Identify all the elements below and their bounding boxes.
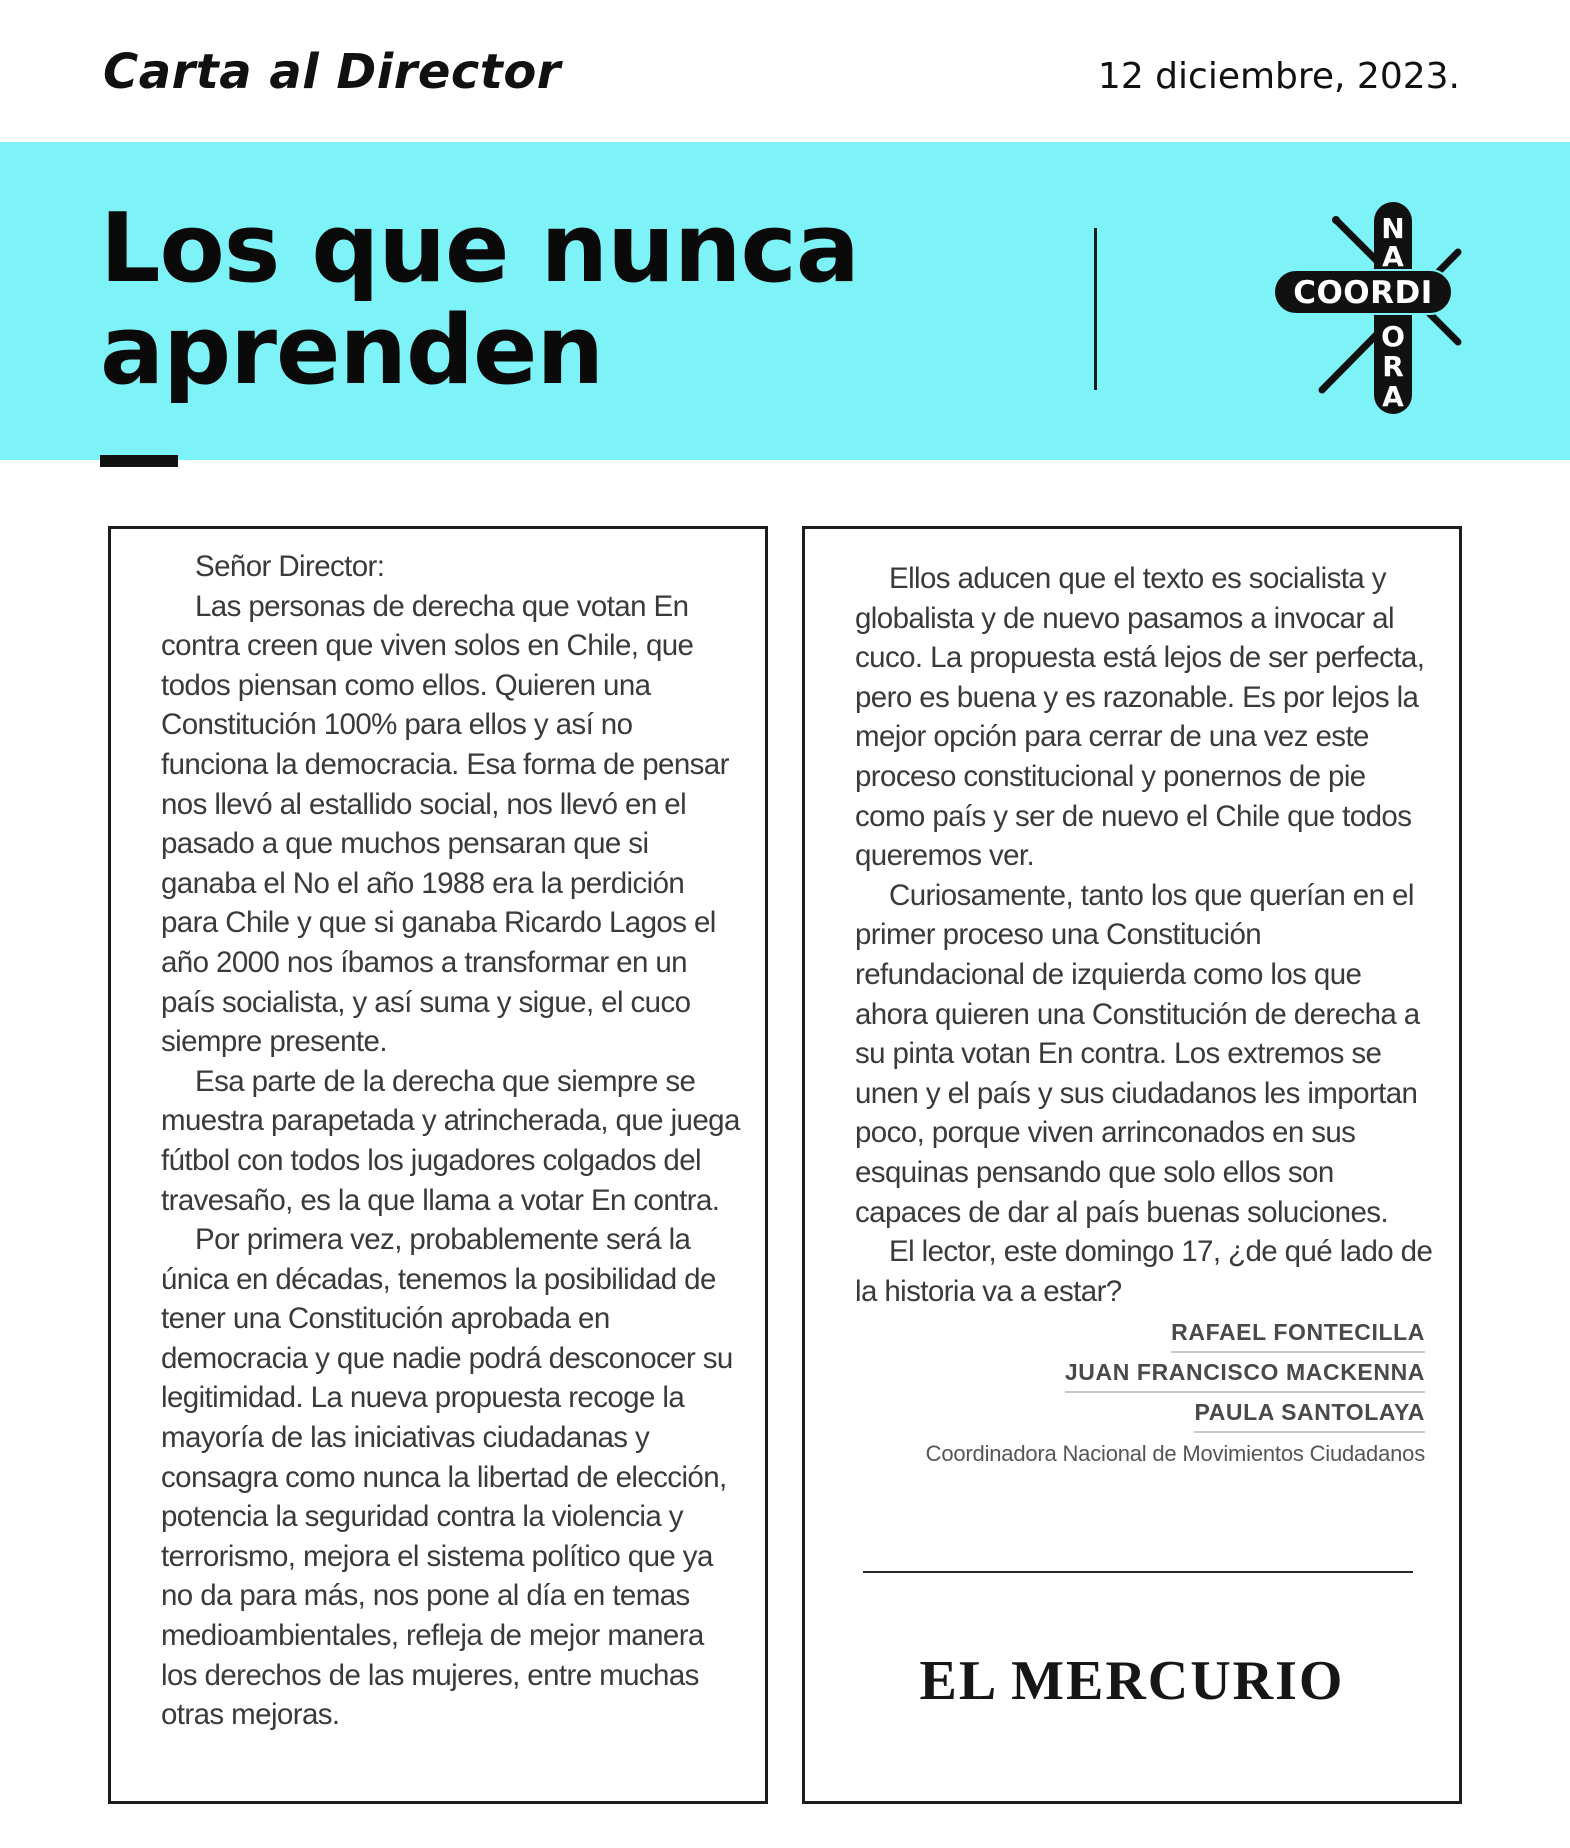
source-divider <box>863 1571 1413 1573</box>
section-title: Carta al Director <box>103 44 561 100</box>
letter-paragraph: Esa parte de la derecha que siempre se muestra parapetada y atrincherada, que juega fútbol con todos los jugadores colgados del travesaño, es la que llama a votar En contra. <box>161 1064 740 1217</box>
signatory-organization: Coordinadora Nacional de Movimientos Ciudadanos <box>925 1441 1425 1466</box>
logo-letter-o: O <box>1381 320 1405 353</box>
logo-horizontal-text: COORDI <box>1293 275 1433 311</box>
letter-body-right <box>855 559 1437 1311</box>
title-underline-dash <box>100 455 178 467</box>
coordinadora-logo <box>1270 200 1470 415</box>
letter-paragraph: Curiosamente, tanto los que querían en el primer proceso una Constitución refundacional de izquierda como los que ahora quieren una Constitución de derecha a su pinta votan En contra. Los extremos se unen y el país y sus ciudadanos les importan poco, porque viven arrinconados en sus esquinas pensando que solo ellos son capaces de dar al país buenas soluciones. <box>855 878 1420 1229</box>
logo-letter-r: R <box>1382 350 1404 383</box>
logo-letter-n: N <box>1381 212 1405 245</box>
letter-paragraph: El lector, este domingo 17, ¿de qué lado de la historia va a estar? <box>855 1235 1433 1308</box>
letter-paragraph: Ellos aducen que el texto es socialista y globalista y de nuevo pasamos a invocar al cuco. La propuesta está lejos de ser perfecta, pero es buena y es razonable. Es por lejos la mejor opción para cerrar de una vez este proceso constitucional y ponernos de pie como país y ser de nuevo el Chile que todos queremos ver. <box>855 562 1425 873</box>
publication-date: 12 diciembre, 2023. <box>1097 56 1460 97</box>
letter-paragraph: Por primera vez, probablemente será la única en décadas, tenemos la posibilidad de tener una Constitución aprobada en democracia y que nadie podrá desconocer su legitimidad. La nueva propuesta recoge la mayoría de las iniciativas ciudadanas y consagra como nunca la libertad de elección, potencia la seguridad contra la violencia y terrorismo, mejora el sistema político que ya no da para más, nos pone al día en temas medioambientales, refleja de mejor manera los derechos de las mujeres, entre muchas otras mejoras. <box>161 1223 733 1732</box>
headline-line-2: aprenden <box>100 296 604 406</box>
newspaper-name: EL MERCURIO <box>919 1650 1345 1712</box>
signature-block <box>865 1313 1425 1467</box>
signatory-name: PAULA SANTOLAYA <box>1194 1393 1425 1433</box>
logo-letter-a-bottom: A <box>1382 380 1404 413</box>
letter-paragraph: Las personas de derecha que votan En contra creen que viven solos en Chile, que todos piensan como ellos. Quieren una Constitución 100% para ellos y así no funciona la democracia. Esa forma de pensar nos llevó al estallido social, nos llevó en el pasado a que muchos pensaran que si ganaba el No el año 1988 era la perdición para Chile y que si ganaba Ricardo Lagos el año 2000 nos íbamos a transformar en un país socialista, y así suma y sigue, el cuco siempre presente. <box>161 589 729 1059</box>
logo-letter-a: A <box>1382 240 1404 273</box>
headline <box>100 194 1000 406</box>
letter-column-right <box>802 526 1462 1804</box>
top-bar <box>0 0 1570 142</box>
signatory-name: RAFAEL FONTECILLA <box>1171 1313 1425 1353</box>
letter-body-left <box>161 547 743 1735</box>
letter-column-left <box>108 526 768 1804</box>
banner-divider <box>1094 228 1097 390</box>
signatory-name: JUAN FRANCISCO MACKENNA <box>1065 1353 1425 1393</box>
letter-salutation: Señor Director: <box>195 550 385 583</box>
headline-line-1: Los que nunca <box>100 194 859 304</box>
